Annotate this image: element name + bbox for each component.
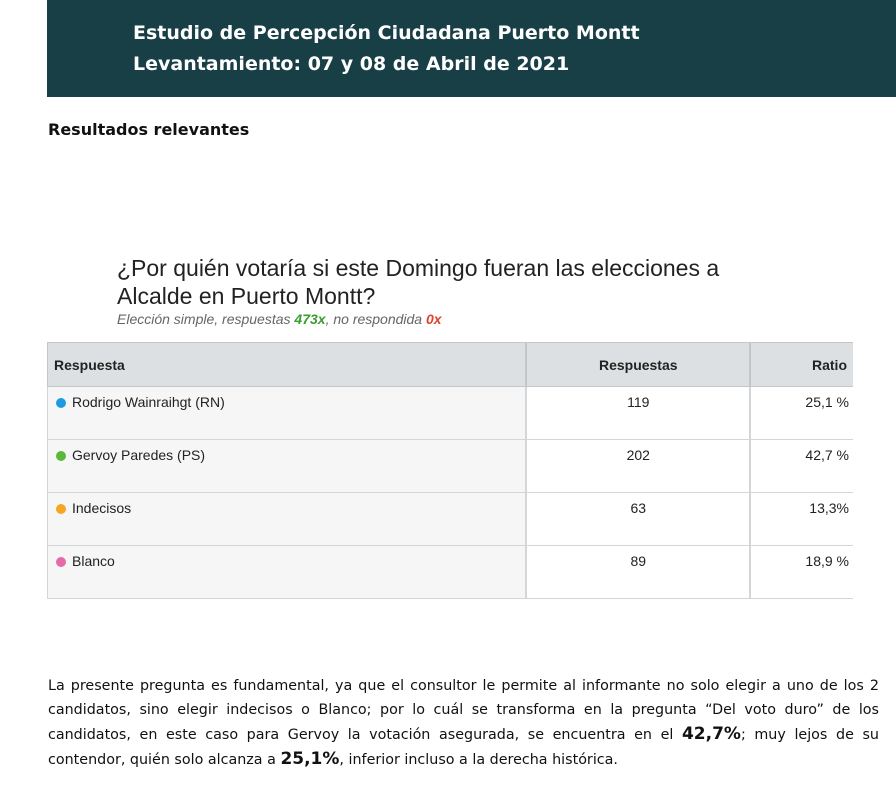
table-row xyxy=(48,493,854,546)
unanswered-count: 0x xyxy=(425,311,442,327)
section-title: Resultados relevantes xyxy=(48,120,250,139)
row-count: 119 xyxy=(526,387,750,440)
table-row xyxy=(48,387,854,440)
highlight-gervoy-ratio: 42,7% xyxy=(681,724,741,744)
analysis-paragraph xyxy=(48,674,879,772)
row-count: 202 xyxy=(526,440,750,493)
header-respuesta: Respuesta xyxy=(48,343,527,387)
header-ratio: Ratio xyxy=(750,343,853,387)
bullet-dot-icon xyxy=(56,398,66,408)
results-table xyxy=(47,342,853,599)
row-ratio: 25,1 % xyxy=(750,387,853,440)
row-ratio: 42,7 % xyxy=(750,440,853,493)
highlight-wainraihgt-ratio: 25,1% xyxy=(280,749,340,769)
row-respuesta xyxy=(48,546,527,599)
row-name: Rodrigo Wainraihgt (RN) xyxy=(72,394,225,410)
table-row xyxy=(48,546,854,599)
row-name: Indecisos xyxy=(72,500,132,516)
row-ratio: 18,9 % xyxy=(750,546,853,599)
subtitle-middle: , no respondida xyxy=(325,311,426,327)
row-count: 63 xyxy=(526,493,750,546)
row-name: Blanco xyxy=(72,553,115,569)
report-date: Levantamiento: 07 y 08 de Abril de 2021 xyxy=(133,53,570,75)
row-respuesta xyxy=(48,387,527,440)
paragraph-part2: ; muy lejos de su contendor, quién solo alcanza a xyxy=(48,727,879,768)
bullet-dot-icon xyxy=(56,504,66,514)
report-title: Estudio de Percepción Ciudadana Puerto Montt xyxy=(133,22,640,44)
row-name: Gervoy Paredes (PS) xyxy=(72,447,206,463)
table-header-row xyxy=(48,343,854,387)
answered-count: 473x xyxy=(294,311,326,327)
question-title: ¿Por quién votaría si este Domingo fueran las elecciones a Alcalde en Puerto Montt? xyxy=(117,255,720,309)
subtitle-prefix: Elección simple, respuestas xyxy=(117,311,295,327)
question-subtitle xyxy=(117,311,442,327)
table-row xyxy=(48,440,854,493)
row-respuesta xyxy=(48,493,527,546)
header-respuestas: Respuestas xyxy=(526,343,750,387)
bullet-dot-icon xyxy=(56,557,66,567)
row-respuesta xyxy=(48,440,527,493)
paragraph-part1: La presente pregunta es fundamental, ya que el consultor le permite al informante no solo elegir a uno de los 2 candidatos, sino elegir indecisos o Blanco; por lo cuál se transforma en la pregunta “Del voto duro” de los candidatos, en este caso para Gervoy la votación asegurada, se encuentra en el xyxy=(48,678,879,743)
paragraph-part3: , inferior incluso a la derecha histórica. xyxy=(339,752,618,768)
bullet-dot-icon xyxy=(56,451,66,461)
row-count: 89 xyxy=(526,546,750,599)
row-ratio: 13,3% xyxy=(750,493,853,546)
report-header xyxy=(47,0,896,97)
